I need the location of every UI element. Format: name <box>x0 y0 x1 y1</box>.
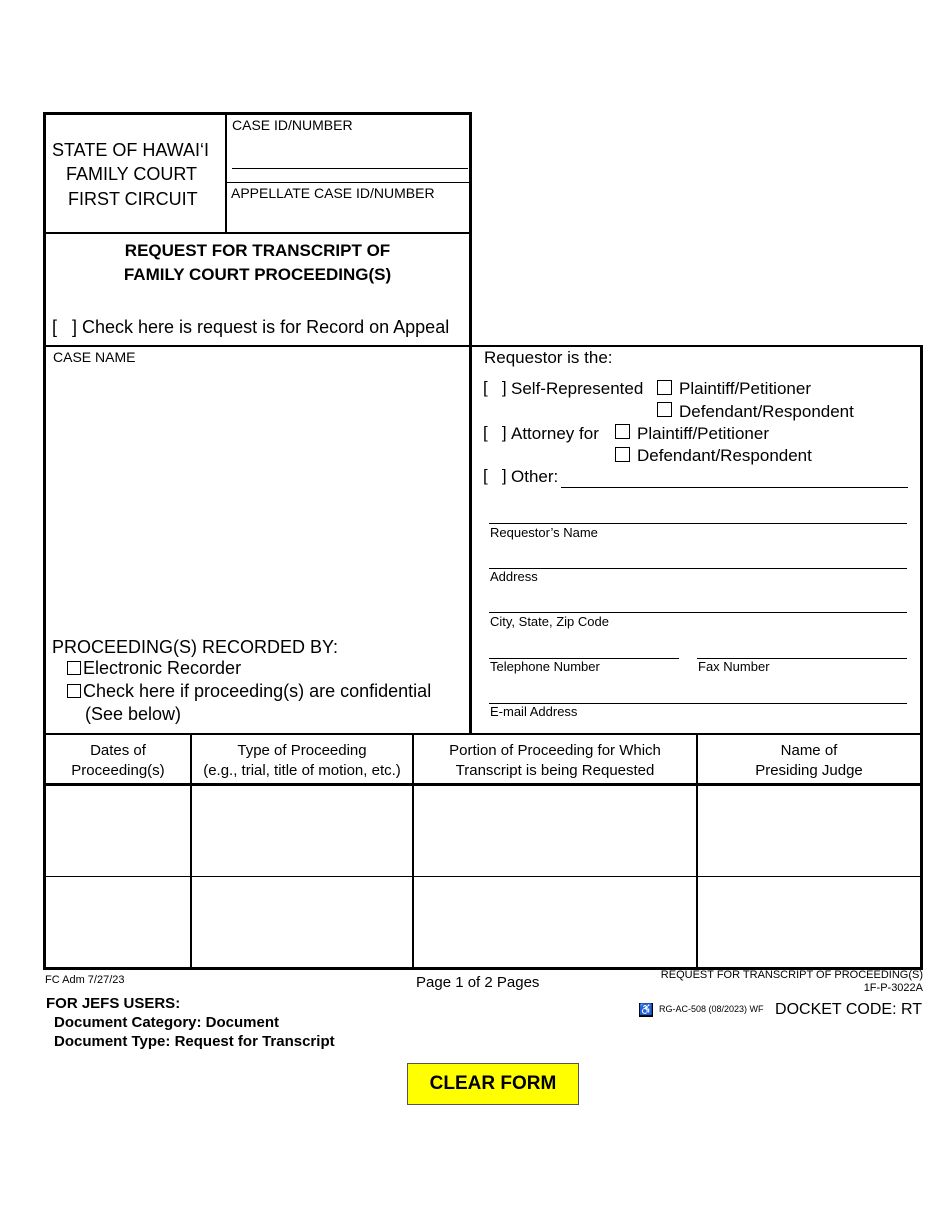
city-state-zip-field[interactable] <box>489 612 907 613</box>
self-plaintiff-checkbox[interactable] <box>657 380 672 395</box>
record-on-appeal-checkbox[interactable]: [ ] Check here is request is for Record on Appeal <box>52 317 450 337</box>
table-cell-dates[interactable] <box>46 786 190 876</box>
requestor-heading: Requestor is the: <box>484 348 613 367</box>
docket-code: DOCKET CODE: RT <box>775 1001 922 1018</box>
attorney-plaintiff-label: Plaintiff/Petitioner <box>637 424 769 443</box>
col-judge-header <box>698 741 920 781</box>
col-type-header-line2: (e.g., trial, title of motion, etc.) <box>203 762 401 779</box>
clear-form-button[interactable]: CLEAR FORM <box>407 1063 579 1105</box>
requestor-name-label: Requestor’s Name <box>490 525 598 540</box>
appellate-case-id-field[interactable] <box>231 203 467 229</box>
address-label: Address <box>490 569 538 584</box>
city-state-zip-label: City, State, Zip Code <box>490 614 609 629</box>
form-title-line2: FAMILY COURT PROCEEDING(S) <box>123 265 392 284</box>
court-division: FAMILY COURT <box>66 164 198 184</box>
see-below-note: (See below) <box>85 704 182 724</box>
table-cell-judge[interactable] <box>698 786 920 876</box>
table-cell-type[interactable] <box>192 786 412 876</box>
confidential-option[interactable] <box>67 681 431 702</box>
requestor-name-field[interactable] <box>489 523 907 524</box>
table-row <box>46 877 920 967</box>
col-type-header-line1: Type of Proceeding <box>237 742 367 759</box>
court-circuit: FIRST CIRCUIT <box>68 189 198 209</box>
case-name-field[interactable] <box>50 370 464 630</box>
table-cell-judge[interactable] <box>698 877 920 967</box>
telephone-label: Telephone Number <box>490 659 600 674</box>
jefs-heading: FOR JEFS USERS: <box>46 995 181 1012</box>
attorney-plaintiff-checkbox[interactable] <box>615 424 630 439</box>
self-plaintiff-label: Plaintiff/Petitioner <box>679 379 811 398</box>
attorney-defendant-label: Defendant/Respondent <box>637 446 812 465</box>
accessibility-icon: ♿ <box>639 1004 653 1016</box>
email-label: E-mail Address <box>490 704 578 719</box>
col-dates-header-line1: Dates of <box>90 742 146 759</box>
footer-form-title: REQUEST FOR TRANSCRIPT OF PROCEEDING(S) <box>660 969 923 981</box>
appellate-case-id-label: APPELLATE CASE ID/NUMBER <box>231 185 435 201</box>
col-dates-header-line2: Proceeding(s) <box>71 762 165 779</box>
attorney-for-label: Attorney for <box>511 424 599 443</box>
col-portion-header <box>414 741 696 781</box>
col-dates-header <box>46 741 190 781</box>
self-defendant-label: Defendant/Respondent <box>679 402 854 421</box>
table-row <box>46 786 920 876</box>
court-state: STATE OF HAWAI‘I <box>52 140 209 160</box>
footer-form-number: 1F-P-3022A <box>863 982 923 994</box>
case-id-field[interactable] <box>232 168 468 169</box>
form-title-line1: REQUEST FOR TRANSCRIPT OF <box>124 241 391 260</box>
col-portion-header-line1: Portion of Proceeding for Which <box>449 742 661 759</box>
attorney-bracket[interactable]: [ ] <box>483 423 507 442</box>
case-name-label: CASE NAME <box>53 349 136 365</box>
address-field[interactable] <box>489 568 907 569</box>
confidential-label: Check here if proceeding(s) are confidential <box>83 681 432 701</box>
fax-label: Fax Number <box>698 659 770 674</box>
recorded-by-heading: PROCEEDING(S) RECORDED BY: <box>52 637 339 657</box>
ada-form-code: RG-AC-508 (08/2023) WF <box>659 1004 764 1014</box>
self-represented-bracket[interactable]: [ ] <box>483 378 507 397</box>
table-cell-dates[interactable] <box>46 877 190 967</box>
table-cell-portion[interactable] <box>414 877 696 967</box>
col-judge-header-line1: Name of <box>780 742 838 759</box>
attorney-defendant-checkbox[interactable] <box>615 447 630 462</box>
checkbox-icon[interactable] <box>67 661 81 675</box>
other-label: Other: <box>511 467 559 486</box>
form-date: FC Adm 7/27/23 <box>45 974 125 986</box>
checkbox-icon[interactable] <box>67 684 81 698</box>
table-cell-portion[interactable] <box>414 786 696 876</box>
col-type-header <box>192 741 412 781</box>
electronic-recorder-option[interactable] <box>67 658 241 679</box>
case-id-label: CASE ID/NUMBER <box>232 117 353 133</box>
col-judge-header-line2: Presiding Judge <box>755 762 863 779</box>
col-portion-header-line2: Transcript is being Requested <box>455 762 655 779</box>
other-bracket[interactable]: [ ] <box>483 466 507 485</box>
self-defendant-checkbox[interactable] <box>657 402 672 417</box>
electronic-recorder-label: Electronic Recorder <box>83 658 242 678</box>
page-indicator: Page 1 of 2 Pages <box>416 974 540 991</box>
self-represented-label: Self-Represented <box>511 379 644 398</box>
jefs-doc-type: Document Type: Request for Transcript <box>54 1033 335 1050</box>
jefs-doc-category: Document Category: Document <box>54 1014 280 1031</box>
table-cell-type[interactable] <box>192 877 412 967</box>
other-field[interactable] <box>561 487 908 488</box>
